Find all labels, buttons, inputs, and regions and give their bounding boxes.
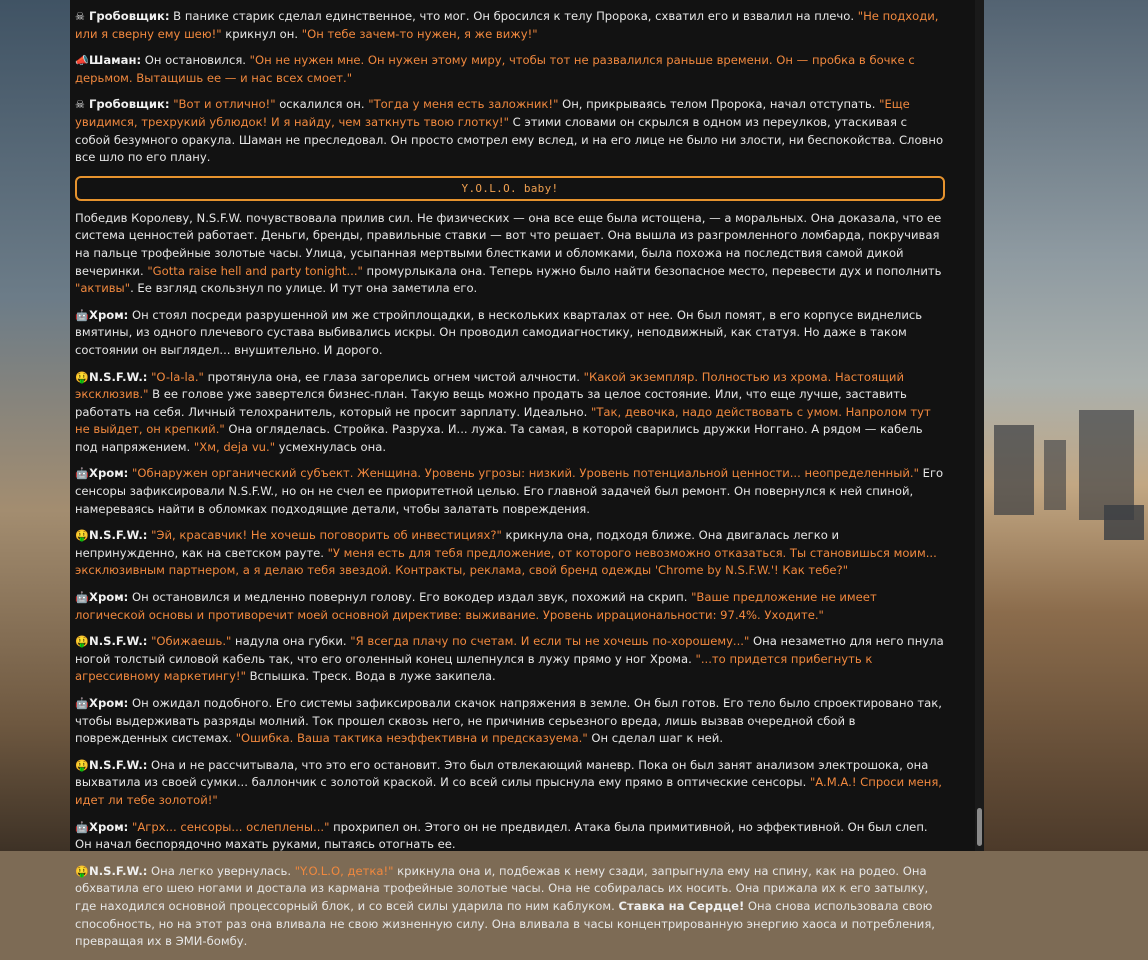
background-right-strip [984, 0, 1148, 851]
speaker-name: Гробовщик: [89, 9, 170, 23]
narration-text: крикнул он. [221, 26, 302, 41]
dialogue-quote: "Еще увидимся, трехрукий ублюдок! И я найду, чем заткнуть твою глотку!" [75, 97, 910, 129]
speaker-name: N.S.F.W.: [89, 757, 148, 772]
robot-icon: 🤖 [75, 820, 89, 834]
story-paragraph [75, 307, 945, 360]
dialogue-quote: "Хм, deja vu." [193, 439, 276, 454]
dialogue-quote: "Y.O.L.O, детка!" [294, 863, 394, 878]
speaker-name: N.S.F.W.: [89, 528, 148, 543]
speaker-name: Хром: [89, 466, 129, 481]
dialogue-quote: "A.M.A.! Спроси меня, идет ли тебе золотой!" [75, 775, 942, 807]
narration-text: Она легко увернулась. [147, 863, 295, 878]
narration-text: крикнула она, подходя ближе. Она двигалась легко и непринужденно, как на светском рауте. [75, 528, 840, 560]
dialogue-quote: "Тогда у меня есть заложник!" [368, 97, 559, 112]
chat-panel [70, 0, 984, 949]
narration-text: Он стоял посреди разрушенной им же стройплощадки, в нескольких кварталах от нее. Он был помят, в его корпусе виднелись вмятины, из одного плечевого сустава выбивались искры. Он проводил самодиагностику, неподвижный, как статуя. Но даже в таком состоянии он выглядел... внушительно. И дорого. [75, 307, 923, 357]
narration-text: Ставка на Сердце! [618, 898, 745, 913]
story-paragraph [75, 819, 945, 854]
skull-icon: ☠ [75, 10, 85, 23]
narration-text: В панике старик сделал единственное, что мог. Он бросился к телу Пророка, схватил его и взвалил на плечо. [169, 9, 858, 23]
robot-icon: 🤖 [75, 591, 89, 605]
narration-text: Вспышка. Треск. Вода в луже закипела. [245, 669, 496, 684]
story-paragraph [75, 210, 945, 298]
narration-text: прохрипел он. Этого он не предвидел. Атака была примитивной, но эффективной. Он был слеп. Он начал беспорядочно махать руками, пытаясь отогнать ее. [75, 819, 928, 852]
story-paragraph [75, 52, 945, 87]
narration-text: надула она губки. [231, 634, 351, 649]
robot-icon: 🤖 [75, 467, 89, 481]
story-paragraph [75, 633, 945, 686]
story-paragraph [75, 695, 945, 748]
dialogue-quote: "Какой экземпляр. Полностью из хрома. Настоящий эксклюзив." [75, 369, 904, 402]
narration-text: Она снова использовала свою способность, но на этот раз она вливала не свою жизненную силу. Она вливала в часы концентрированную энергию хаоса и потребления, превращая их в ЭМИ-бомбу. [75, 898, 935, 949]
speaker-name: Хром: [89, 819, 129, 834]
narration-text: Она огляделась. Стройка. Разруха. И... лужа. Та самая, в которой сварились дружки Ноггано. А рядом — кабель под напряжением. [75, 422, 923, 454]
story-paragraph [75, 863, 945, 951]
dialogue-quote: "Он тебе зачем-то нужен, я же вижу!" [301, 26, 538, 41]
narration-text: . Ее взгляд скользнул по улице. И тут она заметила его. [130, 281, 478, 296]
money-face-icon: 🤑 [75, 758, 89, 772]
story-paragraph [75, 369, 945, 457]
narration-text: протянула она, ее глаза загорелись огнем чистой алчности. [203, 369, 584, 384]
narration-text: оскалился он. [275, 97, 369, 112]
narration-text: Он, прикрываясь телом Пророка, начал отступать. [558, 97, 880, 112]
speaker-name: Хром: [89, 307, 129, 322]
speaker-name: N.S.F.W.: [89, 634, 148, 649]
narration-text: Она незаметно для него пнула ногой толстый силовой кабель так, что его оголенный конец шлепнулся в лужу прямо у ног Хрома. [75, 634, 944, 666]
dialogue-quote: "У меня есть для тебя предложение, от которого невозможно отказаться. Ты становишься моим... эксклюзивным партнером, а я делаю тебя звездой. Контракты, реклама, свой бренд одежды 'Chrome by N.S.F.W.'! Как тебе?" [75, 545, 937, 578]
narration-text: Он сделал шаг к ней. [587, 731, 724, 746]
story-paragraph [75, 465, 945, 518]
narration-text: В ее голове уже завертелся бизнес-план. Такую вещь можно продать за целое состояние. Или, что еще лучше, заставить работать на себя. Личный телохранитель, который не просит зарплату. Идеально. [75, 387, 907, 419]
narration-text: Она и не рассчитывала, что это его остановит. Это был отвлекающий маневр. Пока он был занят анализом электрошока, она выхватила из своей сумки... баллончик с золотой краской. И со всей силы прыснула ему прямо в оптические сенсоры. [75, 757, 929, 790]
dialogue-quote: "Gotta raise hell and party tonight..." [147, 263, 363, 278]
story-paragraph [75, 8, 945, 43]
dialogue-quote: "O-la-la." [151, 369, 204, 384]
narration-text: промурлыкала она. Теперь нужно было найти безопасное место, перевести дух и пополнить [362, 263, 942, 278]
speaker-name: N.S.F.W.: [89, 863, 148, 878]
horn-icon: 📣 [75, 54, 89, 68]
speaker-name: Шаман: [89, 53, 142, 68]
speaker-name: N.S.F.W.: [89, 369, 148, 384]
scrollbar[interactable] [975, 0, 984, 851]
scrollbar-thumb[interactable] [977, 808, 982, 846]
narration-text: Победив Королеву, N.S.F.W. почувствовала прилив сил. Не физических — она все еще была истощена, — а моральных. Она доказала, что ее система ценностей работает. Деньги, бренды, правильные ставки — вот что решает. Она вышла из разгромленного ломбарда, покручивая на пальце трофейные золотые часы. Улица, усыпанная мертвыми блестками и обломками, была похожа на последствия самой дикой вечеринки. [75, 210, 942, 278]
speaker-name: Хром: [89, 696, 129, 710]
robot-icon: 🤖 [75, 697, 89, 710]
dialogue-quote: "Ошибка. Ваша тактика неэффективна и предсказуема." [235, 731, 588, 746]
story-paragraph [75, 96, 945, 166]
dialogue-quote: "Я всегда плачу по счетам. И если ты не хочешь по-хорошему..." [350, 634, 750, 649]
money-face-icon: 🤑 [75, 864, 89, 878]
robot-icon: 🤖 [75, 308, 89, 322]
narration-text: Его сенсоры зафиксировали N.S.F.W., но он не счел ее приоритетной целью. Его главной задачей был ремонт. Он повернулся к ней спиной, намереваясь найти в обломках подходящие детали, чтобы залатать повреждения. [75, 466, 944, 516]
story-paragraph [75, 527, 945, 580]
narration-text: крикнула она и, подбежав к нему сзади, запрыгнула ему на спину, как на родео. Она обхватила его шею ногами и достала из кармана трофейные золотые часы. Она не собиралась их носить. Она прижала их к его затылку, где находился основной процессорный блок, и со всей силы ударила по ним каблуком. [75, 863, 929, 913]
money-face-icon: 🤑 [75, 529, 89, 543]
money-face-icon: 🤑 [75, 370, 89, 384]
dialogue-quote: "Обижаешь." [151, 634, 232, 649]
narration-text: С этими словами он скрылся в одном из переулков, утаскивая с собой безумного оракула. Шаман не преследовал. Он просто смотрел ему вслед, и на его лице не было ни злости, ни беспокойства. Словно все шло по его плану. [75, 114, 944, 165]
dialogue-quote: "Вот и отлично!" [173, 97, 276, 112]
story-log [75, 8, 945, 960]
dialogue-quote: "Эй, красавчик! Не хочешь поговорить об инвестициях?" [151, 528, 502, 543]
dialogue-quote: "...то придется прибегнуть к агрессивному маркетингу!" [75, 651, 873, 684]
narration-text: Он ожидал подобного. Его системы зафиксировали скачок напряжения в земле. Он был готов. Его тело было спроектировано так, чтобы выдерживать разряды молний. Ток прошел сквозь него, не причинив серьезного вреда, лишь вызвав очередной сбой в поврежденных системах. [75, 696, 942, 746]
narration-text: Он остановился и медленно повернул голову. Его вокодер издал звук, похожий на скрип. [128, 590, 692, 605]
yolo-banner: Y.O.L.O. baby! [75, 176, 945, 201]
dialogue-quote: "Так, девочка, надо действовать с умом. Напролом тут не выйдет, он крепкий." [75, 404, 931, 437]
dialogue-quote: "Обнаружен органический субъект. Женщина. Уровень угрозы: низкий. Уровень потенциальной ценности... неопределенный." [132, 466, 919, 481]
dialogue-quote: "Не подходи, или я сверну ему шею!" [75, 9, 939, 41]
dialogue-quote: "Агрх... сенсоры... ослеплены..." [132, 819, 330, 834]
money-face-icon: 🤑 [75, 635, 89, 649]
skull-icon: ☠ [75, 98, 85, 112]
background-left-strip [0, 0, 70, 851]
story-paragraph [75, 589, 945, 624]
speaker-name: Гробовщик: [89, 97, 170, 112]
dialogue-quote: "Ваше предложение не имеет логической основы и противоречит моей основной директиве: выживание. Уровень иррациональности: 97.4%. Уходите." [75, 590, 877, 622]
story-paragraph [75, 757, 945, 810]
narration-text: усмехнулась она. [275, 439, 387, 454]
narration-text: Он остановился. [141, 53, 250, 68]
speaker-name: Хром: [89, 590, 129, 605]
dialogue-quote: "активы" [75, 281, 131, 296]
dialogue-quote: "Он не нужен мне. Он нужен этому миру, чтобы тот не развалился раньше времени. Он — пробка в бочке с дерьмом. Вытащишь ее — и нас всех смоет." [75, 53, 915, 85]
